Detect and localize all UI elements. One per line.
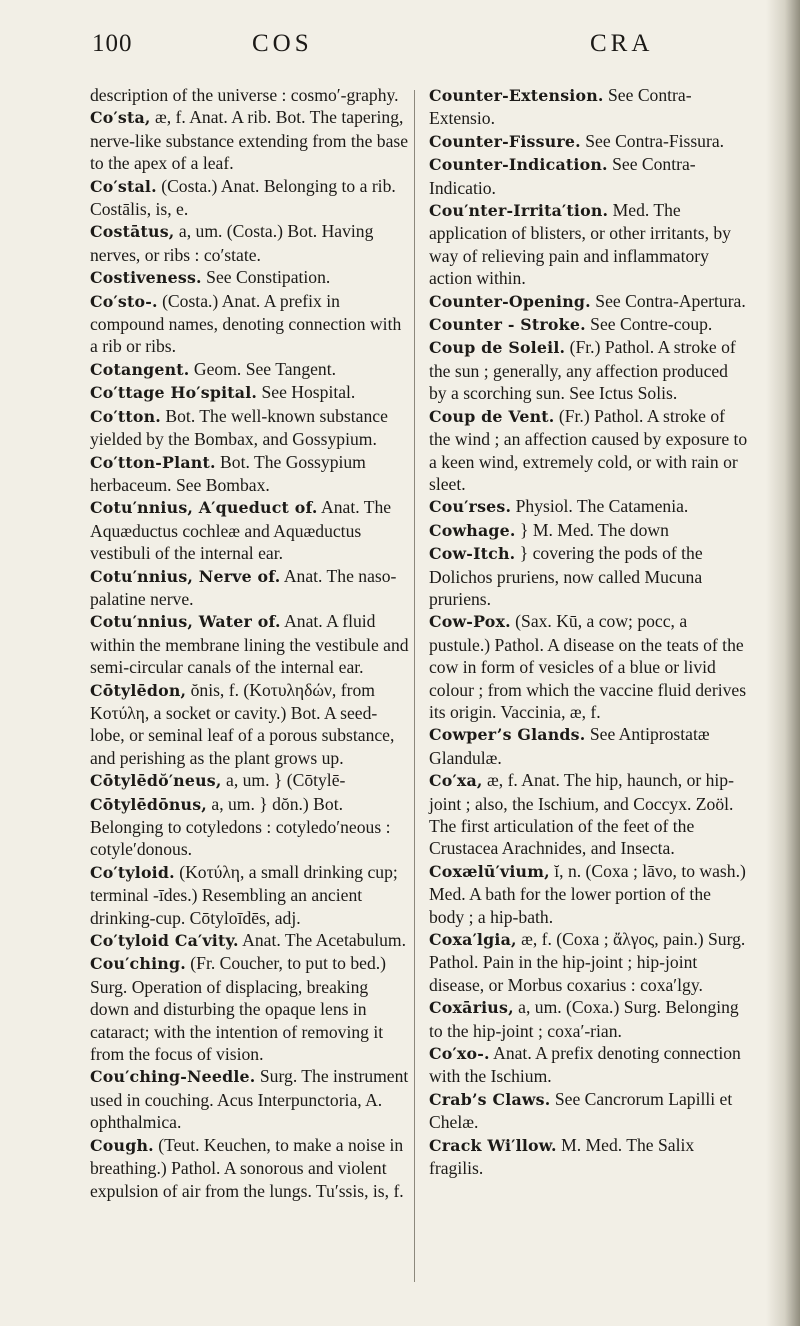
dictionary-entry bbox=[429, 542, 749, 610]
entry-definition: description of the universe : cosmo′-graphy. bbox=[90, 85, 399, 105]
entry-definition: Anat. The naso-palatine nerve. bbox=[90, 565, 397, 609]
entry-definition: See Hospital. bbox=[257, 382, 356, 403]
entry-headword: Counter-Extension. bbox=[429, 86, 604, 105]
entry-headword: Co′sto-. bbox=[90, 291, 158, 311]
entry-headword: Cowper’s Glands. bbox=[429, 725, 586, 745]
entry-definition: æ, f. (Coxa ; ἄλγος, pain.) Surg. Pathol. Pain in the hip-joint ; hip-joint disease, or Morbus coxarius : coxa′lgy. bbox=[429, 929, 746, 995]
entry-headword: Coup de Soleil. bbox=[429, 338, 566, 358]
dictionary-entry bbox=[429, 199, 749, 290]
entry-headword: Co′tyloid Ca′vity. bbox=[90, 931, 239, 951]
dictionary-entry bbox=[429, 153, 749, 199]
entry-definition: } covering the pods of the Dolichos pruriens, now called Mucuna pruriens. bbox=[429, 543, 703, 609]
entry-definition: a, um. (Costa.) Bot. Having nerves, or ribs : co′state. bbox=[90, 221, 374, 265]
entry-definition: See Contra-Apertura. bbox=[590, 290, 746, 311]
entry-headword: Co′tton. bbox=[90, 406, 161, 426]
dictionary-entry bbox=[90, 565, 410, 611]
entry-definition: See Contra-Extensio. bbox=[429, 85, 692, 129]
entry-headword: Counter-Indication. bbox=[429, 155, 608, 175]
dictionary-entry bbox=[90, 952, 410, 1065]
entry-headword: Cou′nter-Irrita′tion. bbox=[429, 201, 609, 221]
entry-headword: Cow-Itch. bbox=[429, 544, 516, 564]
entry-definition: (Costa.) Anat. A prefix in compound names, denoting connection with a rib or ribs. bbox=[90, 290, 402, 357]
entry-definition: æ, f. Anat. The hip, haunch, or hip-joint ; also, the Ischium, and Coccyx. Zoöl. The first articulation of the feet of the Crustacea Arachnides, and Insecta. bbox=[429, 770, 734, 859]
dictionary-entry bbox=[429, 860, 749, 928]
entry-headword: Cōtylēdon, bbox=[90, 680, 187, 700]
entry-definition: Med. The application of blisters, or other irritants, by way of relieving pain and inflammatory action within. bbox=[429, 200, 731, 289]
entry-definition: (Costa.) Anat. Belonging to a rib. Costālis, is, e. bbox=[90, 175, 396, 220]
entry-definition: (Κοτύλη, a small drinking cup; terminal -īdes.) Resembling an ancient drinking-cup. Cōtyloīdēs, adj. bbox=[90, 861, 398, 928]
dictionary-entry bbox=[429, 495, 749, 518]
entry-headword: Coup de Vent. bbox=[429, 406, 555, 426]
dictionary-entry bbox=[90, 861, 410, 929]
dictionary-entry bbox=[90, 610, 410, 678]
entry-definition: Surg. The instrument used in couching. Acus Interpunctoria, A. ophthalmica. bbox=[90, 1066, 409, 1133]
entry-definition: M. Med. The Salix fragilis. bbox=[429, 1134, 695, 1179]
dictionary-entry bbox=[90, 769, 410, 792]
dictionary-entry bbox=[429, 130, 749, 153]
entry-headword: Cōtylēdōnus, bbox=[90, 794, 207, 814]
entry-headword: Cotu′nnius, Nerve of. bbox=[90, 566, 281, 586]
dictionary-entry bbox=[429, 1088, 749, 1134]
dictionary-entry bbox=[90, 358, 410, 381]
dictionary-entry bbox=[429, 769, 749, 860]
dictionary-entry bbox=[429, 336, 749, 404]
dictionary-entry bbox=[429, 405, 749, 496]
entry-headword: Crack Wi′llow. bbox=[429, 1135, 557, 1155]
dictionary-entry bbox=[90, 496, 410, 564]
right-column bbox=[429, 84, 749, 1180]
dictionary-entry bbox=[429, 290, 749, 313]
entry-headword: Co′xo-. bbox=[429, 1044, 490, 1064]
entry-headword: Cou′rses. bbox=[429, 497, 512, 517]
entry-headword: Coxārius, bbox=[429, 998, 514, 1018]
entry-headword: Co′sta, bbox=[90, 108, 151, 128]
entry-headword: Cowhage. bbox=[429, 520, 516, 540]
entry-definition: See Constipation. bbox=[201, 267, 331, 288]
entry-definition: a, um. } (Cōtylē- bbox=[221, 770, 346, 791]
entry-definition: See Antiprostatæ Glandulæ. bbox=[429, 724, 710, 768]
dictionary-entry bbox=[429, 996, 749, 1042]
entry-headword: Cotu′nnius, Water of. bbox=[90, 612, 281, 632]
entry-headword: Cotu′nnius, A′queduct of. bbox=[90, 498, 318, 518]
entry-definition: See Cancrorum Lapilli et Chelæ. bbox=[429, 1088, 733, 1133]
entry-headword: Crab’s Claws. bbox=[429, 1089, 551, 1109]
entry-headword: Counter - Stroke. bbox=[429, 315, 586, 335]
dictionary-entry bbox=[90, 451, 410, 497]
entry-definition: (Fr. Coucher, to put to bed.) Surg. Operation of displacing, breaking down and disturbing the opaque lens in cataract; with the intention of removing it from the focus of vision. bbox=[90, 953, 387, 1065]
dictionary-entry bbox=[429, 84, 749, 130]
entry-headword: Counter-Fissure. bbox=[429, 131, 581, 151]
right-running-head: CRA bbox=[590, 30, 654, 57]
entry-definition: (Teut. Keuchen, to make a noise in breathing.) Pathol. A sonorous and violent expulsion of air from the lungs. Tu′ssis, is, f. bbox=[90, 1134, 404, 1201]
left-running-head: COS bbox=[252, 30, 313, 57]
entry-headword: Co′xa, bbox=[429, 771, 483, 791]
entry-headword: Co′stal. bbox=[90, 176, 157, 196]
dictionary-entry bbox=[90, 1065, 410, 1133]
entry-definition: (Fr.) Pathol. A stroke of the wind ; an affection caused by exposure to a keen wind, extremely cold, or with rain or sleet. bbox=[429, 405, 748, 494]
dictionary-entry bbox=[90, 266, 410, 289]
entry-headword: Coxælū′vium, bbox=[429, 861, 550, 881]
entry-headword: Cōtylēdŏ′neus, bbox=[90, 771, 222, 791]
column-divider bbox=[414, 90, 415, 1282]
dictionary-entry bbox=[90, 1134, 410, 1202]
dictionary-entry bbox=[90, 84, 410, 106]
entry-definition: ŏnis, f. (Κοτυληδών, from Κοτύλη, a socket or cavity.) Bot. A seed-lobe, or seminal leaf of a porous substance, and perishing as the plant grows up. bbox=[90, 679, 395, 768]
entry-headword: Counter-Opening. bbox=[429, 291, 591, 311]
entry-headword: Cow-Pox. bbox=[429, 612, 511, 632]
dictionary-entry bbox=[90, 175, 410, 221]
dictionary-entry bbox=[90, 405, 410, 451]
dictionary-entry bbox=[429, 723, 749, 769]
entry-definition: } M. Med. The down bbox=[515, 519, 669, 540]
entry-headword: Cotangent. bbox=[90, 359, 190, 379]
entry-headword: Costiveness. bbox=[90, 268, 202, 288]
entry-definition: See Contra-Indicatio. bbox=[429, 154, 696, 198]
dictionary-entry bbox=[90, 220, 410, 266]
page-edge-shadow bbox=[766, 0, 800, 1326]
dictionary-entry bbox=[90, 679, 410, 770]
dictionary-entry bbox=[429, 928, 749, 996]
entry-definition: See Contra-Fissura. bbox=[580, 130, 725, 151]
dictionary-entry bbox=[90, 929, 410, 952]
entry-headword: Co′tyloid. bbox=[90, 862, 175, 882]
entry-headword: Co′ttage Ho′spital. bbox=[90, 383, 258, 403]
entry-definition: Physiol. The Catamenia. bbox=[511, 496, 689, 517]
dictionary-entry bbox=[429, 519, 749, 542]
entry-definition: Anat. A fluid within the membrane lining the vestibule and semi-circular canals of the internal ear. bbox=[90, 611, 409, 678]
entry-definition: a, um. } dŏn.) Bot. Belonging to cotyledons : cotyledo′neous : cotyle′donous. bbox=[90, 793, 391, 860]
dictionary-entry bbox=[429, 1134, 749, 1180]
entry-headword: Co′tton-Plant. bbox=[90, 452, 216, 472]
entry-headword: Cou′ching-Needle. bbox=[90, 1067, 256, 1087]
entry-definition: a, um. (Coxa.) Surg. Belonging to the hip-joint ; coxa′-rian. bbox=[429, 997, 739, 1041]
dictionary-entry bbox=[429, 313, 749, 336]
dictionary-entry bbox=[429, 610, 749, 723]
entry-definition: Bot. The well-known substance yielded by the Bombax, and Gossypium. bbox=[90, 405, 388, 450]
entry-definition: æ, f. Anat. A rib. Bot. The tapering, nerve-like substance extending from the base to the apex of a leaf. bbox=[90, 107, 409, 174]
entry-definition: Anat. The Acetabulum. bbox=[238, 930, 407, 951]
left-column bbox=[90, 84, 410, 1202]
entry-definition: ĭ, n. (Coxa ; lāvo, to wash.) Med. A bath for the lower portion of the body ; a hip-bath. bbox=[429, 860, 746, 927]
entry-headword: Cou′ching. bbox=[90, 954, 186, 974]
entry-definition: Bot. The Gossypium herbaceum. See Bombax. bbox=[90, 451, 366, 495]
entry-headword: Coxa′lgia, bbox=[429, 930, 517, 950]
entry-definition: (Sax. Kū, a cow; pocc, a pustule.) Pathol. A disease on the teats of the cow in form of vesicles of a blue or livid colour ; from which the vaccine fluid derives its origin. Vaccinia, æ, f. bbox=[429, 611, 747, 722]
dictionary-entry bbox=[90, 793, 410, 861]
entry-definition: Anat. A prefix denoting connection with the Ischium. bbox=[429, 1043, 741, 1087]
entry-definition: Anat. The Aquæductus cochleæ and Aquæductus vestibuli of the internal ear. bbox=[90, 497, 392, 564]
entry-headword: Cough. bbox=[90, 1135, 154, 1155]
entry-definition: (Fr.) Pathol. A stroke of the sun ; generally, any affection produced by a scorching sun. See Ictus Solis. bbox=[429, 337, 736, 404]
page-number: 100 bbox=[92, 30, 133, 57]
entry-headword: Costātus, bbox=[90, 222, 175, 242]
entry-definition: Geom. See Tangent. bbox=[189, 358, 337, 379]
dictionary-entry bbox=[429, 1042, 749, 1088]
entry-definition: See Contre-coup. bbox=[585, 314, 713, 335]
dictionary-entry bbox=[90, 381, 410, 404]
dictionary-entry bbox=[90, 106, 410, 174]
dictionary-entry bbox=[90, 290, 410, 358]
